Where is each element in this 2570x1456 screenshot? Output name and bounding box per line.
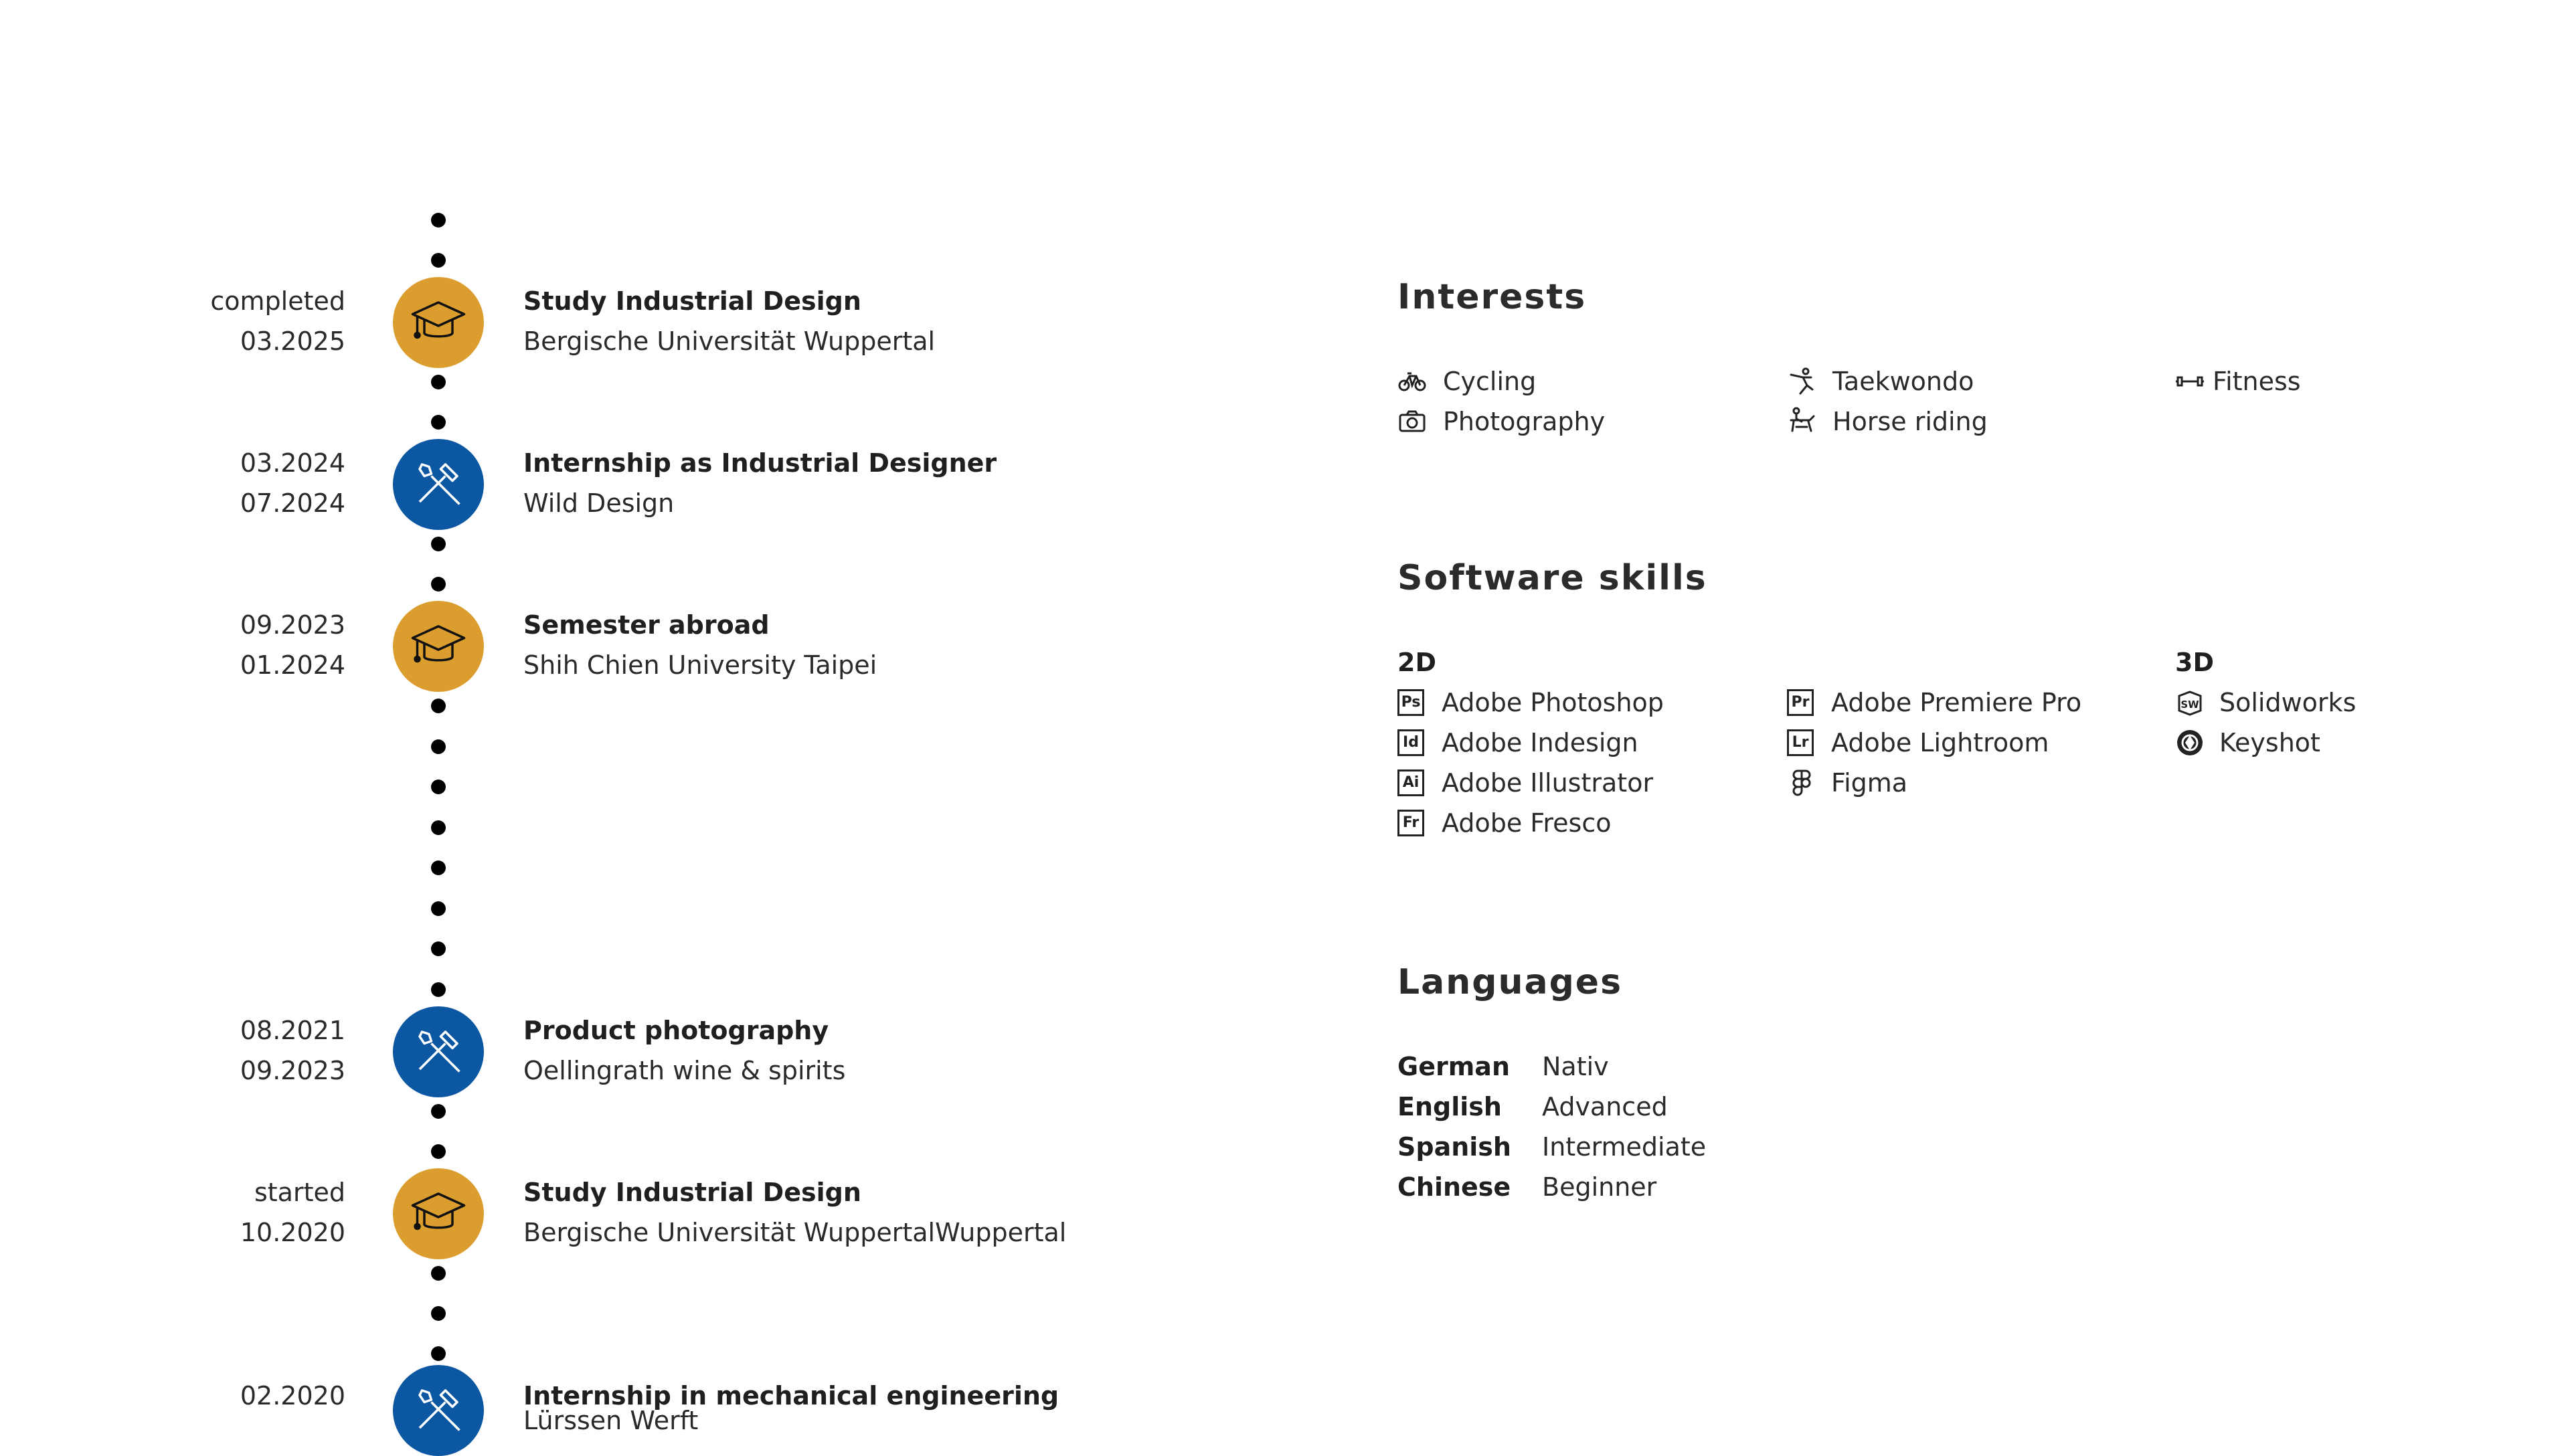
figma-icon — [1787, 768, 1816, 798]
interest-item — [1397, 361, 1536, 401]
entry-subtitle: Bergische Universität WuppertalWuppertal — [523, 1218, 1067, 1247]
entry-title: Study Industrial Design — [523, 286, 861, 316]
entry-title: Semester abroad — [523, 610, 770, 640]
entry-date-start: 09.2023 — [240, 610, 345, 640]
language-name: Chinese — [1397, 1172, 1511, 1202]
software-3d-heading: 3D — [2175, 648, 2214, 677]
software-title: Software skills — [1397, 558, 1707, 598]
camera-icon — [1397, 407, 1427, 436]
interest-item — [2175, 361, 2301, 401]
software-item — [1787, 682, 2081, 723]
timeline-dot — [431, 1266, 446, 1281]
software-item — [1397, 763, 1653, 803]
timeline-dot — [431, 213, 446, 227]
graduation-cap-icon — [410, 1184, 466, 1243]
keyshot-icon — [2175, 728, 2205, 757]
software-item — [1397, 803, 1611, 843]
timeline-dot — [431, 537, 446, 551]
timeline-dot — [431, 415, 446, 430]
language-name: Spanish — [1397, 1132, 1511, 1162]
interest-label: Cycling — [1443, 367, 1537, 396]
timeline-dot — [431, 820, 446, 835]
education-badge — [393, 1168, 484, 1259]
timeline-dot — [431, 780, 446, 794]
timeline-dot — [431, 1306, 446, 1321]
entry-subtitle: Wild Design — [523, 488, 675, 518]
language-level: Advanced — [1542, 1092, 1668, 1121]
tools-icon — [410, 1381, 466, 1440]
photoshop-icon: Ps — [1397, 689, 1424, 716]
software-label: Adobe Photoshop — [1442, 688, 1664, 717]
language-name: German — [1397, 1052, 1510, 1081]
solidworks-icon — [2175, 688, 2205, 717]
timeline-dot — [431, 982, 446, 997]
software-item — [1787, 763, 1907, 803]
work-badge — [393, 439, 484, 530]
software-label: Adobe Illustrator — [1442, 768, 1654, 798]
fresco-icon: Fr — [1397, 810, 1424, 836]
timeline-dot — [431, 577, 446, 592]
language-name: English — [1397, 1092, 1502, 1121]
interest-label: Taekwondo — [1832, 367, 1974, 396]
language-level: Intermediate — [1542, 1132, 1707, 1162]
illustrator-icon: Ai — [1397, 769, 1424, 796]
language-level: Beginner — [1542, 1172, 1657, 1202]
timeline-dot — [431, 941, 446, 956]
horse-riding-icon — [1787, 407, 1816, 436]
entry-title: Product photography — [523, 1016, 829, 1045]
timeline-dot — [431, 699, 446, 713]
timeline-dot — [431, 860, 446, 875]
software-item — [1397, 682, 1664, 723]
svg-text:SW: SW — [2180, 699, 2199, 711]
entry-subtitle: Lürssen Werft — [523, 1406, 699, 1435]
entry-date-end: 02.2020 — [240, 1381, 345, 1410]
software-item — [2175, 723, 2320, 763]
timeline-dot — [431, 375, 446, 389]
lightroom-icon: Lr — [1787, 729, 1814, 756]
work-badge — [393, 1006, 484, 1097]
interest-label: Horse riding — [1832, 407, 1988, 436]
interests-title: Interests — [1397, 277, 1587, 317]
premiere-pro-icon: Pr — [1787, 689, 1814, 716]
indesign-icon: Id — [1397, 729, 1424, 756]
entry-date-start: 03.2024 — [240, 448, 345, 478]
entry-date-end: 03.2025 — [240, 327, 345, 356]
entry-title: Study Industrial Design — [523, 1178, 861, 1207]
interest-label: Fitness — [2213, 367, 2301, 396]
entry-subtitle: Oellingrath wine & spirits — [523, 1056, 846, 1085]
education-badge — [393, 277, 484, 368]
tools-icon — [410, 455, 466, 514]
entry-title: Internship in mechanical engineering — [523, 1381, 1059, 1410]
software-2d-heading: 2D — [1397, 648, 1436, 677]
software-item — [2175, 682, 2356, 723]
language-level: Nativ — [1542, 1052, 1609, 1081]
entry-date-end: 10.2020 — [240, 1218, 345, 1247]
timeline-dot — [431, 739, 446, 754]
software-label: Adobe Premiere Pro — [1831, 688, 2082, 717]
timeline-dot — [431, 901, 446, 916]
work-badge — [393, 1365, 484, 1456]
software-label: Solidworks — [2219, 688, 2357, 717]
dumbbell-icon — [2175, 367, 2205, 396]
entry-date-start: started — [254, 1178, 345, 1207]
software-label: Adobe Fresco — [1442, 808, 1612, 838]
software-item — [1787, 723, 2049, 763]
languages-title: Languages — [1397, 962, 1623, 1002]
entry-date-end: 09.2023 — [240, 1056, 345, 1085]
graduation-cap-icon — [410, 293, 466, 352]
interest-item — [1787, 361, 1974, 401]
interest-item — [1787, 401, 1988, 442]
tools-icon — [410, 1022, 466, 1081]
entry-date-end: 07.2024 — [240, 488, 345, 518]
entry-subtitle: Bergische Universität Wuppertal — [523, 327, 936, 356]
entry-subtitle: Shih Chien University Taipei — [523, 650, 877, 680]
timeline-dot — [431, 253, 446, 268]
software-item — [1397, 723, 1638, 763]
education-badge — [393, 601, 484, 692]
interest-label: Photography — [1443, 407, 1606, 436]
graduation-cap-icon — [410, 617, 466, 676]
entry-date-start: 08.2021 — [240, 1016, 345, 1045]
entry-date-end: 01.2024 — [240, 650, 345, 680]
entry-title: Internship as Industrial Designer — [523, 448, 997, 478]
martial-arts-icon — [1787, 367, 1816, 396]
entry-date-start: completed — [210, 286, 345, 316]
timeline-dot — [431, 1144, 446, 1159]
software-label: Adobe Lightroom — [1831, 728, 2049, 757]
timeline-dot — [431, 1346, 446, 1361]
software-label: Adobe Indesign — [1442, 728, 1638, 757]
software-label: Keyshot — [2219, 728, 2320, 757]
timeline-dot — [431, 1104, 446, 1119]
interest-item — [1397, 401, 1605, 442]
software-label: Figma — [1831, 768, 1908, 798]
bicycle-icon — [1397, 367, 1427, 396]
